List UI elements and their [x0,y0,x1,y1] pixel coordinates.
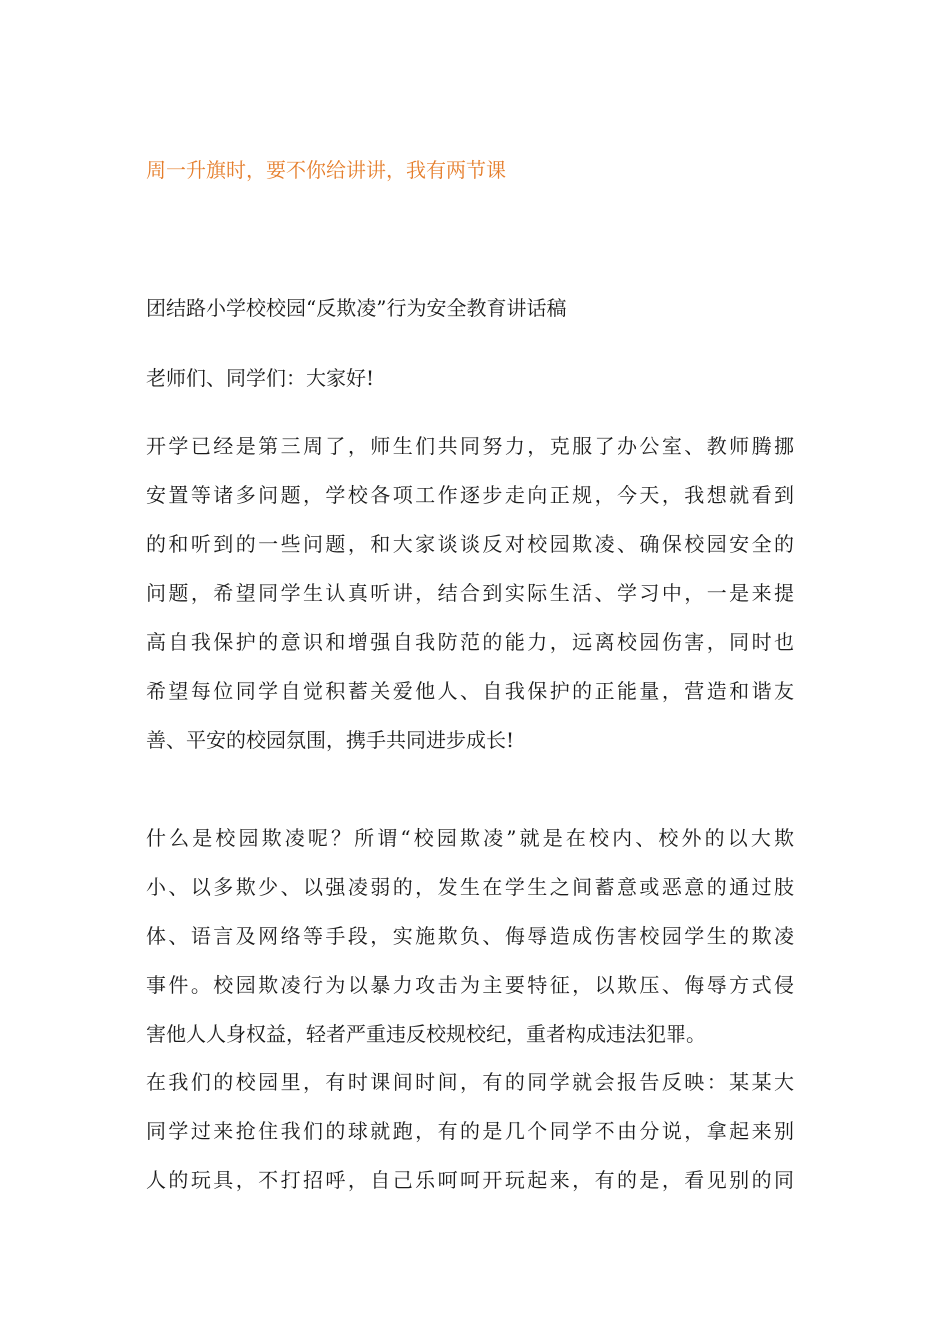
paragraph-3 [146,1058,794,1205]
paragraph-line: 希望每位同学自觉积蓄关爱他人、自我保护的正能量，营造和谐友 [146,679,794,703]
paragraph-1 [146,422,794,765]
paragraph-line: 在我们的校园里，有时课间时间，有的同学就会报告反映：某某大 [146,1070,794,1094]
paragraph-2 [146,814,794,1059]
paragraph-line: 害他人人身权益，轻者严重违反校规校纪，重者构成违法犯罪。 [146,1022,706,1046]
greeting-line: 老师们、同学们：大家好! [146,366,375,390]
paragraph-line: 事件。校园欺凌行为以暴力攻击为主要特征，以欺压、侮辱方式侵 [146,973,794,997]
paragraph-line: 的和听到的一些问题，和大家谈谈反对校园欺凌、确保校园安全的 [146,532,794,556]
paragraph-line: 同学过来抢住我们的球就跑，有的是几个同学不由分说，拿起来别 [146,1119,794,1143]
paragraph-line: 什么是校园欺凌呢？所谓“校园欺凌”就是在校内、校外的以大欺 [146,826,794,850]
orange-note: 周一升旗时，要不你给讲讲，我有两节课 [146,158,506,182]
paragraph-line: 人的玩具，不打招呼，自己乐呵呵开玩起来，有的是，看见别的同 [146,1168,794,1192]
paragraph-line: 善、平安的校园氛围，携手共同进步成长! [146,728,515,752]
paragraph-line: 安置等诸多问题，学校各项工作逐步走向正规，今天，我想就看到 [146,483,794,507]
paragraph-line: 小、以多欺少、以强凌弱的，发生在学生之间蓄意或恶意的通过肢 [146,875,794,899]
paragraph-line: 高自我保护的意识和增强自我防范的能力，远离校园伤害，同时也 [146,630,794,654]
document-title: 团结路小学校校园“反欺凌”行为安全教育讲话稿 [146,296,567,320]
paragraph-line: 问题，希望同学生认真听讲，结合到实际生活、学习中，一是来提 [146,581,794,605]
paragraph-line: 开学已经是第三周了，师生们共同努力，克服了办公室、教师腾挪 [146,434,794,458]
paragraph-line: 体、语言及网络等手段，实施欺负、侮辱造成伤害校园学生的欺凌 [146,924,794,948]
